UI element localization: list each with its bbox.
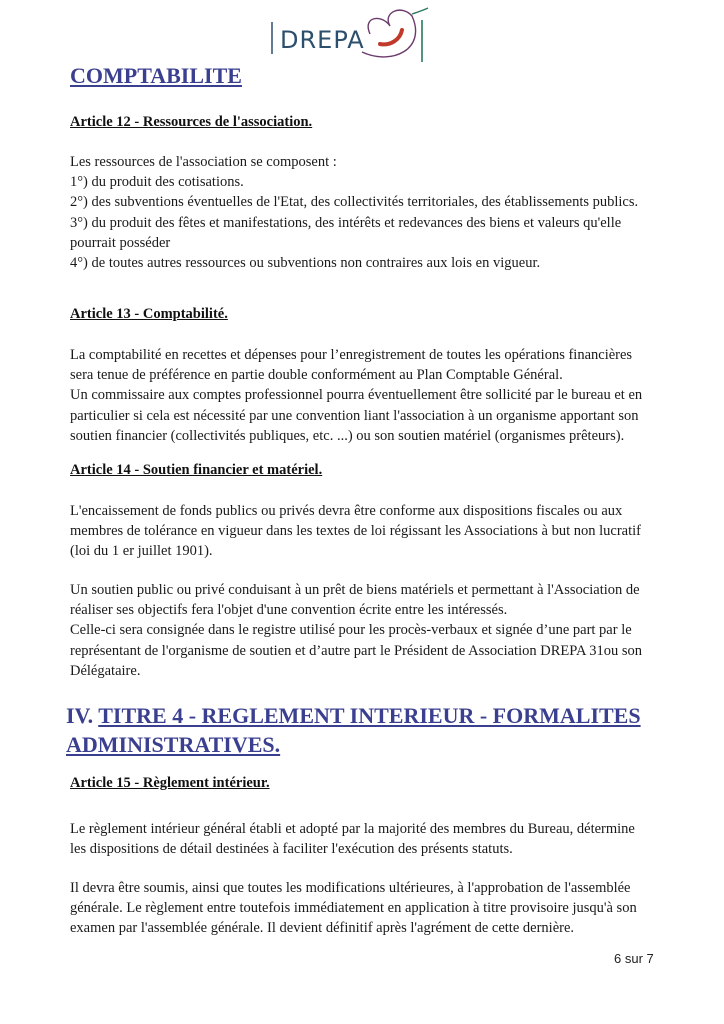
title-4-line-2: ADMINISTRATIVES. [66,732,281,757]
text-line: (loi du 1 er juillet 1901). [70,543,213,560]
section-title: COMPTABILITE [70,63,242,88]
title-4-line-1: TITRE 4 - REGLEMENT INTERIEUR - FORMALITES [98,703,641,728]
article-15-paragraph-1 [70,819,660,859]
title-4-number: IV. [66,703,94,728]
text-line: examen par l'assemblée générale. Il devient définitif après l'agrément de cette dernière. [70,920,575,937]
article-14-heading: Article 14 - Soutien financier et matériel. [70,462,323,478]
text-line: Il devra être soumis, ainsi que toutes les modifications ultérieures, à l'approbation de l'assemblée [70,880,631,896]
text-line: représentant de l'organisme de soutien et d’autre part le Président de Association DREPA 31ou son [70,642,643,659]
article-12-heading: Article 12 - Ressources de l'association. [70,114,313,130]
text-line: soutien financier (collectivités publiques, etc. ...) ou son soutien matériel (organismes prêteurs). [70,427,625,444]
text-line: Celle-ci sera consignée dans le registre utilisé pour les procès-verbaux et signée d’une part par le [70,622,632,639]
article-13-body [70,345,660,446]
article-13-heading: Article 13 - Comptabilité. [70,306,228,322]
text-line: générale. Le règlement entre toutefois immédiatement en application à titre provisoire jusqu'à son [70,900,637,917]
text-line: Un commissaire aux comptes professionnel pourra éventuellement être sollicité par le bureau et en [70,387,643,404]
text-line: La comptabilité en recettes et dépenses pour l’enregistrement de toutes les opérations financières [70,347,633,363]
text-line: 1°) du produit des cotisations. [70,174,244,191]
text-line: Un soutien public ou privé conduisant à un prêt de biens matériels et permettant à l'Association de [70,582,640,598]
page-number: 6 sur 7 [614,951,654,966]
text-line: pourrait posséder [70,234,171,251]
article-14-paragraph-2 [70,580,660,681]
text-line: les dispositions de détail destinées à faciliter l'exécution des présents statuts. [70,841,513,858]
drepa-logo [262,4,442,64]
text-line: particulier si cela est nécessité par une convention liant l'association à un organisme apportant son [70,407,639,424]
logo-text: DREPA [280,26,365,54]
article-14-paragraph-1 [70,501,660,562]
article-12-body [70,152,660,273]
text-line: 2°) des subventions éventuelles de l'Etat, des collectivités territoriales, des établissements publics. [70,194,639,211]
text-line: Les ressources de l'association se composent : [70,154,337,170]
article-15-paragraph-2 [70,878,660,939]
text-line: membres de tolérance en vigueur dans les textes de loi régissant les Associations à but non lucratif [70,523,641,540]
text-line: 3°) du produit des fêtes et manifestations, des intérêts et redevances des biens et valeurs qu'elle [70,214,622,231]
text-line: Le règlement intérieur général établi et adopté par la majorité des membres du Bureau, détermine [70,821,635,837]
article-15-heading: Article 15 - Règlement intérieur. [70,775,270,791]
text-line: Délégataire. [70,662,141,679]
text-line: réaliser ses objectifs fera l'objet d'une convention écrite entre les intéressés. [70,602,508,619]
text-line: sera tenue de préférence en partie double conformément au Plan Comptable Général. [70,367,563,384]
title-4-heading [66,701,666,759]
text-line: L'encaissement de fonds publics ou privés devra être conforme aux dispositions fiscales ou aux [70,503,623,519]
text-line: 4°) de toutes autres ressources ou subventions non contraires aux lois en vigueur. [70,255,541,272]
